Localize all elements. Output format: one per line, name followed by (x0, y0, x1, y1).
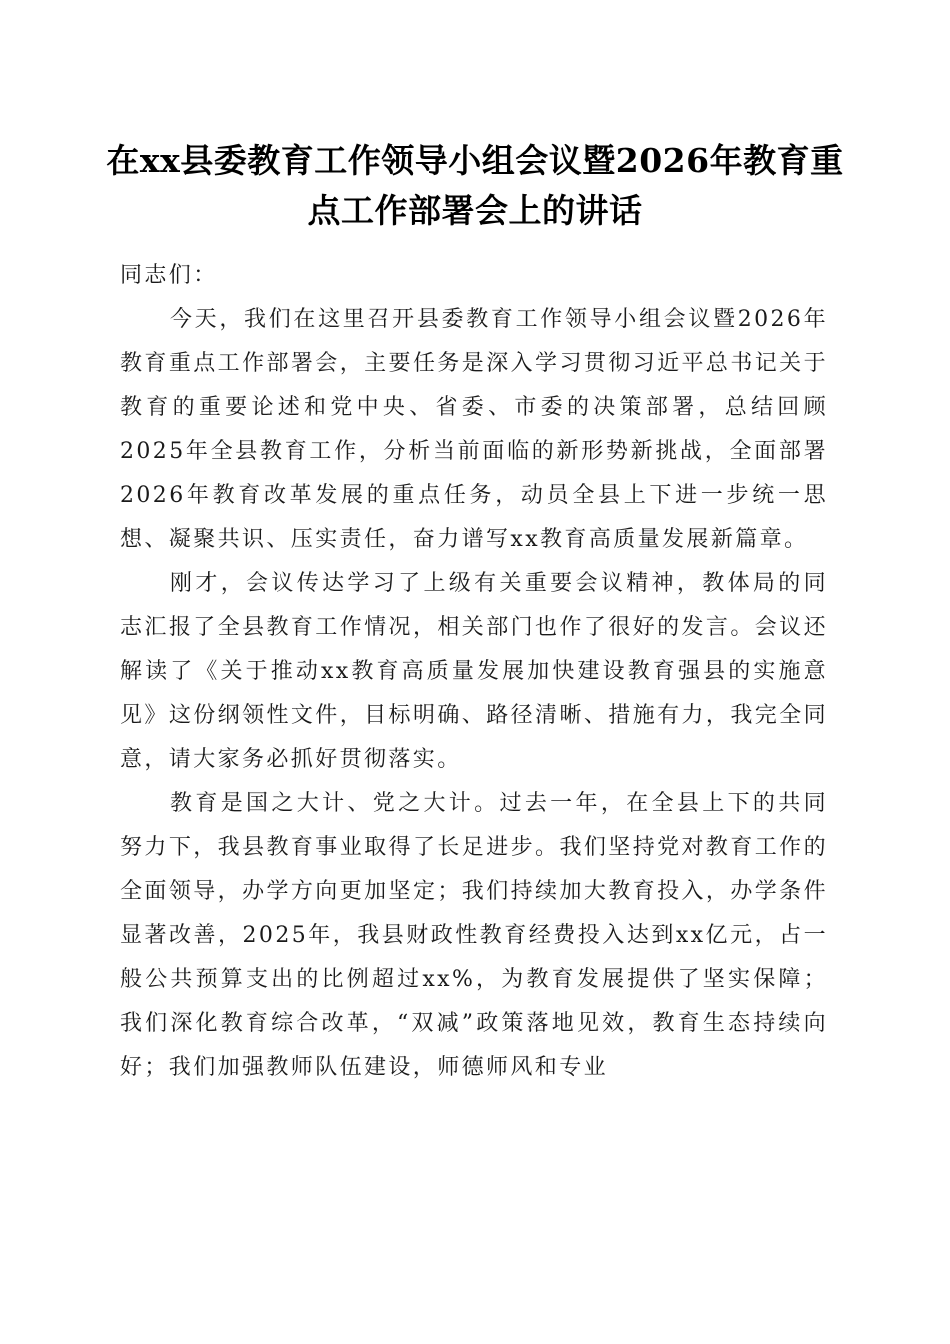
paragraph-2: 刚才，会议传达学习了上级有关重要会议精神，教体局的同志汇报了全县教育工作情况，相关部门也作了很好的发言。会议还解读了《关于推动xx教育高质量发展加快建设教育强县的实施意见》这份纲领性文件，目标明确、路径清晰、措施有力，我完全同意，请大家务必抓好贯彻落实。 (120, 571, 828, 772)
paragraph-3: 教育是国之大计、党之大计。过去一年，在全县上下的共同努力下，我县教育事业取得了长足进步。我们坚持党对教育工作的全面领导，办学方向更加坚定；我们持续加大教育投入，办学条件显著改善，2025年，我县财政性教育经费投入达到xx亿元，占一般公共预算支出的比例超过xx%，为教育发展提供了坚实保障；我们深化教育综合改革，“双减”政策落地见效，教育生态持续向好；我们加强教师队伍建设，师德师风和专业 (120, 791, 828, 1080)
paragraph-1: 今天，我们在这里召开县委教育工作领导小组会议暨2026年教育重点工作部署会，主要任务是深入学习贯彻习近平总书记关于教育的重要论述和党中央、省委、市委的决策部署，总结回顾2025年全县教育工作，分析当前面临的新形势新挑战，全面部署2026年教育改革发展的重点任务，动员全县上下进一步统一思想、凝聚共识、压实责任，奋力谱写xx教育高质量发展新篇章。 (120, 307, 828, 552)
document-title: 在xx县委教育工作领导小组会议暨2026年教育重点工作部署会上的讲话 (106, 141, 844, 230)
document-body (120, 254, 828, 1090)
salutation: 同志们： (120, 263, 218, 288)
